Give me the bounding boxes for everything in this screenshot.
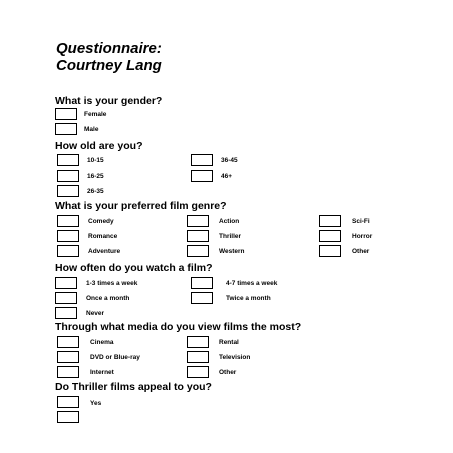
checkbox-media-other[interactable] (187, 366, 209, 378)
checkbox-once-month[interactable] (55, 292, 77, 304)
option-thriller: Thriller (219, 233, 242, 240)
checkbox-genre-other[interactable] (319, 245, 341, 257)
question-thriller-appeal: Do Thriller films appeal to you? (55, 381, 212, 393)
checkbox-horror[interactable] (319, 230, 341, 242)
checkbox-1-3-times-week[interactable] (55, 277, 77, 289)
option-sci-fi: Sci-Fi (352, 218, 370, 225)
checkbox-cinema[interactable] (57, 336, 79, 348)
option-media-other: Other (219, 369, 237, 376)
checkbox-yes[interactable] (57, 396, 79, 408)
checkbox-rental[interactable] (187, 336, 209, 348)
question-age: How old are you? (55, 140, 143, 152)
option-age-16-25: 16-25 (87, 173, 104, 180)
option-western: Western (219, 248, 245, 255)
checkbox-comedy[interactable] (57, 215, 79, 227)
question-media: Through what media do you view films the most? (55, 321, 302, 333)
checkbox-age-10-15[interactable] (57, 154, 79, 166)
checkbox-male[interactable] (55, 123, 77, 135)
question-gender: What is your gender? (55, 95, 163, 107)
question-genre: What is your preferred film genre? (55, 200, 227, 212)
option-male: Male (84, 126, 99, 133)
checkbox-romance[interactable] (57, 230, 79, 242)
option-age-46-plus: 46+ (221, 173, 233, 180)
checkbox-twice-month[interactable] (191, 292, 213, 304)
checkbox-television[interactable] (187, 351, 209, 363)
question-frequency: How often do you watch a film? (55, 262, 213, 274)
checkbox-age-36-45[interactable] (191, 154, 213, 166)
option-action: Action (219, 218, 240, 225)
checkbox-dvd-blue-ray[interactable] (57, 351, 79, 363)
checkbox-sci-fi[interactable] (319, 215, 341, 227)
option-1-3-times-week: 1-3 times a week (86, 280, 138, 287)
option-once-month: Once a month (86, 295, 130, 302)
checkbox-western[interactable] (187, 245, 209, 257)
page-title: Questionnaire: (56, 40, 162, 57)
option-twice-month: Twice a month (226, 295, 271, 302)
checkbox-no[interactable] (57, 411, 79, 423)
option-yes: Yes (90, 400, 102, 407)
checkbox-female[interactable] (55, 108, 77, 120)
checkbox-age-26-35[interactable] (57, 185, 79, 197)
option-genre-other: Other (352, 248, 370, 255)
option-female: Female (84, 111, 107, 118)
option-age-36-45: 36-45 (221, 157, 238, 164)
checkbox-age-16-25[interactable] (57, 170, 79, 182)
option-rental: Rental (219, 339, 239, 346)
option-television: Television (219, 354, 251, 361)
option-internet: Internet (90, 369, 114, 376)
checkbox-thriller[interactable] (187, 230, 209, 242)
page-subtitle: Courtney Lang (56, 57, 162, 74)
option-age-10-15: 10-15 (87, 157, 104, 164)
checkbox-4-7-times-week[interactable] (191, 277, 213, 289)
checkbox-age-46-plus[interactable] (191, 170, 213, 182)
option-age-26-35: 26-35 (87, 188, 104, 195)
option-horror: Horror (352, 233, 373, 240)
checkbox-adventure[interactable] (57, 245, 79, 257)
checkbox-action[interactable] (187, 215, 209, 227)
option-dvd-blue-ray: DVD or Blue-ray (90, 354, 140, 361)
option-4-7-times-week: 4-7 times a week (226, 280, 278, 287)
checkbox-internet[interactable] (57, 366, 79, 378)
checkbox-never[interactable] (55, 307, 77, 319)
option-romance: Romance (88, 233, 118, 240)
option-cinema: Cinema (90, 339, 114, 346)
option-comedy: Comedy (88, 218, 114, 225)
option-adventure: Adventure (88, 248, 121, 255)
option-never: Never (86, 310, 105, 317)
